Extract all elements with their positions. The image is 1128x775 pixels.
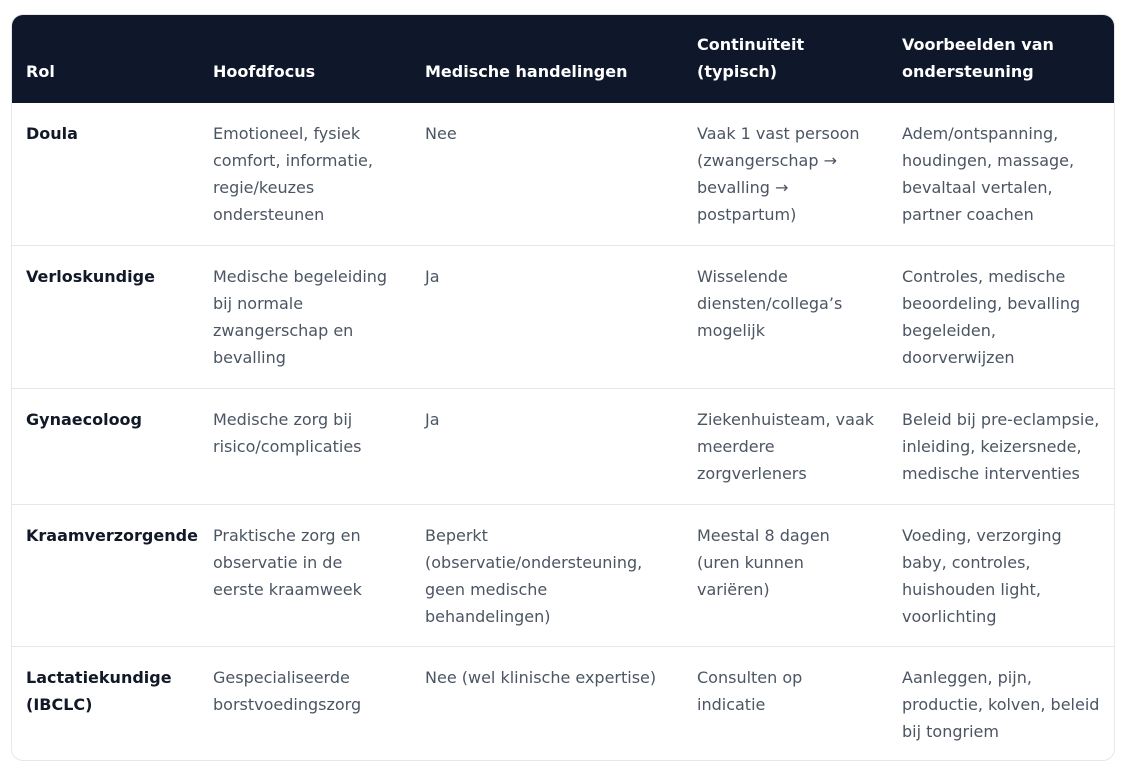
comparison-table-container	[11, 14, 1115, 761]
cell-rol: Kraamverzorgende	[12, 504, 199, 646]
cell-rol: Doula	[26, 124, 78, 143]
comparison-table	[12, 15, 1115, 761]
header-medische-handelingen: Medische handelingen	[425, 62, 628, 81]
cell-medische-handelingen: Ja	[411, 245, 683, 388]
table-header	[12, 15, 1115, 103]
table-row	[12, 504, 1115, 646]
cell-continuiteit: Wisselende diensten/collega’s mogelijk	[683, 245, 888, 388]
cell-continuiteit: Meestal 8 dagen (uren kunnen variëren)	[683, 504, 888, 646]
cell-hoofdfocus: Medische begeleiding bij normale zwangerschap en bevalling	[199, 245, 411, 388]
cell-rol: Lactatiekundige (IBCLC)	[12, 646, 199, 761]
cell-voorbeelden: Aanleggen, pijn, productie, kolven, beleid bij tongriem	[888, 646, 1115, 761]
cell-hoofdfocus: Medische zorg bij risico/complicaties	[199, 388, 411, 504]
header-voorbeelden: Voorbeelden van ondersteuning	[902, 35, 1054, 81]
table-row	[12, 646, 1115, 761]
cell-medische-handelingen: Beperkt (observatie/ondersteuning, geen medische behandelingen)	[411, 504, 683, 646]
cell-hoofdfocus: Emotioneel, fysiek comfort, informatie, regie/keuzes ondersteunen	[213, 124, 373, 224]
header-row	[12, 15, 1115, 103]
cell-continuiteit: Ziekenhuisteam, vaak meerdere zorgverleners	[683, 388, 888, 504]
cell-continuiteit: Consulten op indicatie	[683, 646, 888, 761]
header-hoofdfocus: Hoofdfocus	[213, 62, 316, 81]
cell-medische-handelingen: Nee (wel klinische expertise)	[411, 646, 683, 761]
header-rol: Rol	[26, 62, 55, 81]
header-continuiteit: Continuïteit (typisch)	[697, 35, 805, 81]
cell-continuiteit: Vaak 1 vast persoon (zwangerschap → bevalling → postpartum)	[697, 124, 860, 224]
table-body	[12, 103, 1115, 761]
cell-rol: Gynaecoloog	[12, 388, 199, 504]
cell-voorbeelden: Adem/ontspanning, houdingen, massage, bevaltaal vertalen, partner coachen	[902, 124, 1075, 224]
cell-voorbeelden: Beleid bij pre-eclampsie, inleiding, keizersnede, medische interventies	[888, 388, 1115, 504]
cell-voorbeelden: Voeding, verzorging baby, controles, huishouden light, voorlichting	[888, 504, 1115, 646]
cell-hoofdfocus: Gespecialiseerde borstvoedingszorg	[199, 646, 411, 761]
cell-rol: Verloskundige	[12, 245, 199, 388]
table-row	[12, 103, 1115, 245]
table-row	[12, 388, 1115, 504]
cell-voorbeelden: Controles, medische beoordeling, bevalling begeleiden, doorverwijzen	[888, 245, 1115, 388]
table-row	[12, 245, 1115, 388]
cell-medische-handelingen: Ja	[411, 388, 683, 504]
cell-hoofdfocus: Praktische zorg en observatie in de eerste kraamweek	[199, 504, 411, 646]
cell-medische-handelingen: Nee	[425, 124, 457, 143]
